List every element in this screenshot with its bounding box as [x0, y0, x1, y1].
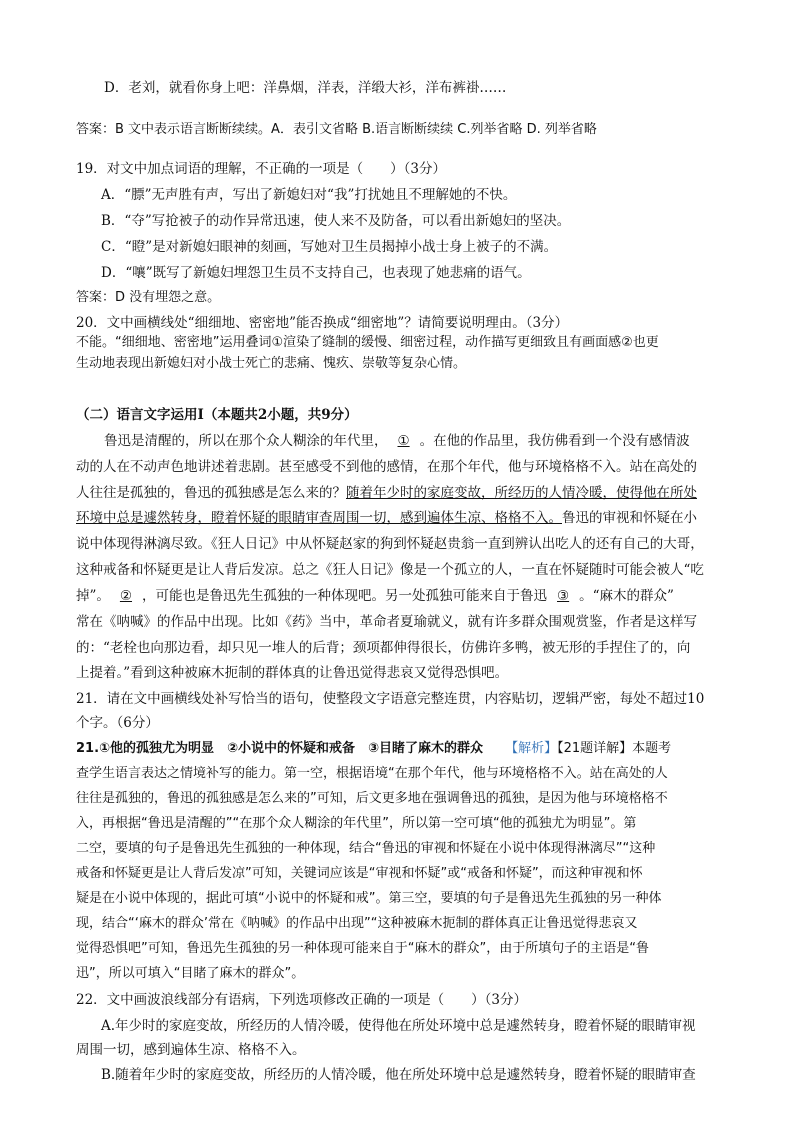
wavy-underlined-text: 随着年少时的家庭变故，所经历的人情冷暖，使得他在所处: [346, 485, 697, 501]
q18-option-d: D．老刘，就看你身上吧：洋鼻烟，洋表，洋缎大衫，洋布裤褂……: [104, 80, 507, 96]
passage-text: 。“麻木的群众”: [579, 588, 674, 604]
q21-analysis-line: 疑是在小说中体现的，据此可填“小说中的怀疑和戒”。第三空，要填的句子是鲁迅先生孤独的另一种体: [76, 891, 662, 906]
passage-text: 掉”。: [76, 588, 110, 604]
passage-line: 说中体现得淋漓尽致。《狂人日记》中从怀疑赵家的狗到怀疑赵贵翁一直到辨认出吃人的还有自己的大哥，: [76, 536, 704, 552]
blank-2: ②: [119, 588, 133, 604]
q21-analysis-line: 现，结合“‘麻木的群众’常在《呐喊》的作品中出现”“这种被麻木扼制的群体真正让鲁迅觉得悲哀又: [76, 916, 638, 931]
q22-option-a: A.年少时的家庭变故，所经历的人情冷暖，使得他在所处环境中总是遽然转身，瞪着怀疑的眼睛审视: [101, 1018, 696, 1034]
q21-answer-head: [76, 740, 671, 758]
wavy-underlined-text: 环境中总是遽然转身，瞪着怀疑的眼睛审查周围一切，感到遍体生凉、格格不入。: [76, 510, 562, 526]
q21-analysis-line: 二空，要填的句子是鲁迅先生孤独的一种体现，结合“鲁迅的审视和怀疑在小说中体现得淋漓尽”“这种: [76, 841, 656, 856]
passage-line: [76, 587, 674, 605]
q21-analysis-line: 查学生语言表达之情境补写的能力。第一空，根据语境“在那个年代，他与环境格格不入。站在高处的人: [76, 766, 668, 781]
q22-option-b: B.随着年少时的家庭变故，所经历的人情冷暖，他在所处环境中总是遽然转身，瞪着怀疑的眼睛审查: [101, 1067, 696, 1083]
analysis-tag: 【解析】: [505, 741, 558, 756]
q20-stem: 20．文中画横线处“细细地、密密地”能否换成“细密地”？请简要说明理由。（3分）: [76, 315, 569, 331]
passage-text: 鲁迅是清醒的，所以在那个众人糊涂的年代里，: [104, 433, 388, 449]
q20-answer-line: 生动地表现出新媳妇对小战士死亡的悲痛、愧疚、崇敬等复杂心情。: [76, 356, 467, 371]
passage-line: [104, 432, 690, 450]
q21-analysis-line: 迅”，所以可填入“目睹了麻木的群众”。: [76, 966, 305, 981]
q21-stem: 21．请在文中画横线处补写恰当的语句，使整段文字语意完整连贯，内容贴切，逻辑严密，每处不超过10: [76, 691, 705, 707]
q22-stem: 22．文中画波浪线部分有语病，下列选项修改正确的一项是（ ）（3分）: [76, 992, 528, 1008]
blank-3: ③: [557, 588, 570, 604]
passage-text: 。在他的作品里，我仿佛看到一个没有感情波: [419, 433, 690, 449]
q19-option-c: C．“瞪”是对新媳妇眼神的刻画，写她对卫生员揭掉小战士身上被子的不满。: [101, 239, 558, 255]
q21-analysis-line: 入，再根据“鲁迅是清醒的”“在那个众人糊涂的年代里”，所以第一空可填“他的孤独尤为明显”。第: [76, 816, 637, 831]
blank-1: ①: [397, 433, 410, 449]
passage-line: [76, 509, 697, 527]
q21-analysis-line: 往往是孤独的，鲁迅的孤独感是怎么来的”可知，后文更多地在强调鲁迅的孤独，是因为他与环境格格不: [76, 791, 668, 806]
passage-line: 上提着。”看到这种被麻木扼制的群体真的让鲁迅觉得悲哀又觉得恐惧吧。: [76, 665, 509, 681]
q21-analysis-line: 觉得恐惧吧”可知，鲁迅先生孤独的另一种体现可能来自于“麻木的群众”，由于所填句子的主语是“鲁: [76, 941, 649, 956]
passage-line: 常在《呐喊》的作品中出现。比如《药》当中，革命者夏瑜就义，就有许多群众围观赏鉴，作者是这样写: [76, 614, 697, 630]
passage-text: 人往往是孤独的，鲁迅的孤独感是怎么来的？: [76, 485, 346, 501]
detail-tag: 【21题详解】本题考: [557, 741, 672, 756]
q19-option-d: D．“嚷”既写了新媳妇埋怨卫生员不支持自己，也表现了她悲痛的语气。: [101, 265, 531, 281]
q19-option-a: A．“膘”无声胜有声，写出了新媳妇对“我”打扰她且不理解她的不快。: [101, 187, 517, 203]
q19-option-b: B．“夺”写抢被子的动作异常迅速，使人来不及防备，可以看出新媳妇的坚决。: [101, 213, 571, 229]
q18-answer: 答案：B 文中表示语言断断续续。A．表引文省略 B.语言断断续续 C.列举省略 D. 列举省略: [76, 122, 597, 137]
q19-answer: 答案：D 没有埋怨之意。: [76, 290, 221, 305]
q21-stem: 个字。（6分）: [76, 715, 159, 731]
q22-option-a: 周围一切，感到遍体生凉、格格不入。: [76, 1042, 306, 1058]
passage-text: 鲁迅的审视和怀疑在小: [562, 510, 697, 526]
q21-answer-text: 21.①他的孤独尤为明显 ②小说中的怀疑和戒备 ③目睹了麻木的群众: [76, 741, 484, 756]
q20-answer-line: 不能。“细细地、密密地”运用叠词①渲染了缝制的缓慢、细密过程，动作描写更细致且有画面感②也更: [76, 335, 659, 350]
passage-line: 动的人在不动声色地讲述着悲剧。甚至感受不到他的感情，在那个年代，他与环境格格不入。站在高处的: [76, 459, 697, 475]
passage-line: 的：“老栓也向那边看，却只见一堆人的后背；颈项都伸得很长，仿佛许多鸭，被无形的手捏住了的，向: [76, 640, 691, 656]
q21-analysis-line: 戒备和怀疑更是让人背后发凉”可知，关键词应该是“审视和怀疑”或“戒备和怀疑”，而这种审视和怀: [76, 866, 643, 881]
passage-text: ，可能也是鲁迅先生孤独的一种体现吧。另一处孤独可能来自于鲁迅: [142, 588, 548, 604]
passage-line: 这种戒备和怀疑更是让人背后发凉。总之《狂人日记》像是一个孤立的人，一直在怀疑随时可能会被人“吃: [76, 562, 704, 578]
section-heading: （二）语言文字运用Ⅰ（本题共2小题，共9分）: [76, 407, 358, 423]
q19-stem: 19．对文中加点词语的理解，不正确的一项是（ ）（3分）: [76, 161, 447, 177]
passage-line: [76, 484, 697, 502]
